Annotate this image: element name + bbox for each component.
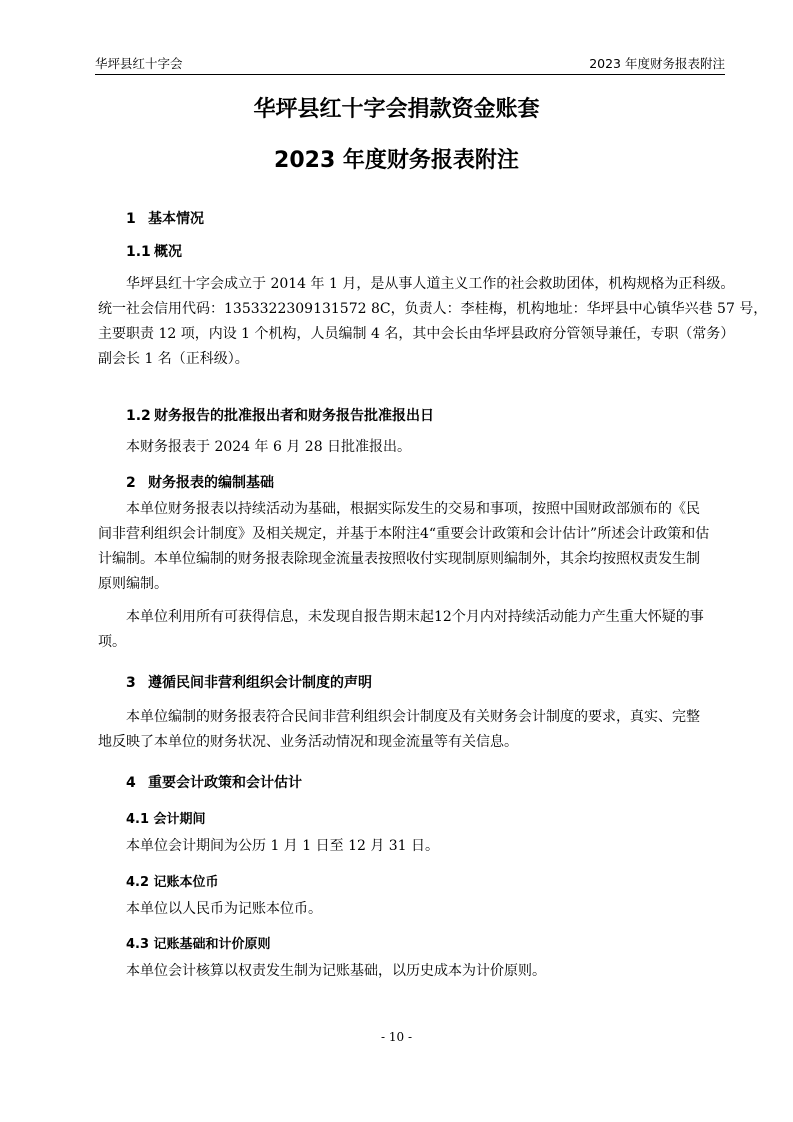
paragraph-basis	[98, 497, 728, 597]
paragraph-line: 华坪县红十字会成立于 2014 年 1 月，是从事人道主义工作的社会救助团体，机构规格为正科级。	[98, 276, 735, 292]
paragraph-compliance	[98, 705, 728, 755]
section-heading-1	[126, 208, 204, 228]
document-title-line-1: 华坪县红十字会捐款资金账套	[253, 97, 540, 122]
paragraph-line: 本单位编制的财务报表符合民间非营利组织会计制度及有关财务会计制度的要求，真实、完整	[98, 709, 700, 725]
section-title: 财务报表的编制基础	[148, 475, 274, 491]
paragraph-approval	[98, 435, 728, 460]
paragraph-line: 间非营利组织会计制度》及相关规定，并基于本附注4“重要会计政策和会计估计”所述会计政策和估	[98, 526, 710, 542]
section-number: 1.2	[126, 408, 151, 424]
paragraph-line: 本单位财务报表以持续活动为基础，根据实际发生的交易和事项，按照中国财政部颁布的《民	[98, 501, 700, 517]
section-number: 4	[126, 775, 136, 791]
paragraph-going-concern	[98, 605, 728, 655]
paragraph-line: 地反映了本单位的财务状况、业务活动情况和现金流量等有关信息。	[98, 734, 518, 750]
header-doc-title: 2023 年度财务报表附注	[589, 56, 725, 71]
paragraph-line: 本财务报表于 2024 年 6 月 28 日批准报出。	[98, 439, 412, 455]
paragraph-line: 主要职责 12 项，内设 1 个机构，人员编制 4 名，其中会长由华坪县政府分管领导兼任，专职（常务）	[98, 326, 735, 342]
page-number: - 10 -	[380, 1030, 412, 1044]
paragraph-line: 统一社会信用代码：1353322309131572 8C，负责人：李桂梅，机构地址：华坪县中心镇华兴巷 57 号，	[98, 301, 768, 317]
section-title: 概况	[154, 244, 182, 260]
header-org-name: 华坪县红十字会	[95, 56, 183, 71]
paragraph-line: 项。	[98, 634, 126, 650]
section-heading-3	[126, 672, 372, 692]
paragraph-line: 本单位会计核算以权责发生制为记账基础，以历史成本为计价原则。	[98, 963, 546, 979]
paragraph-line: 本单位利用所有可获得信息，未发现自报告期末起12个月内对持续活动能力产生重大怀疑的事	[98, 609, 704, 625]
section-title: 重要会计政策和会计估计	[148, 775, 302, 791]
section-number: 1	[126, 211, 136, 227]
paragraph-currency	[98, 897, 728, 922]
section-heading-1-1	[126, 241, 182, 261]
paragraph-line: 原则编制。	[98, 576, 168, 592]
section-title: 基本情况	[148, 211, 204, 227]
section-heading-4-2: 4.2 记账本位币	[126, 875, 219, 890]
section-number: 3	[126, 675, 136, 691]
section-heading-4-1: 4.1 会计期间	[126, 812, 206, 827]
document-title-line-2: 2023 年度财务报表附注	[274, 148, 519, 173]
section-number: 1.1	[126, 244, 151, 260]
section-title: 遵循民间非营利组织会计制度的声明	[148, 675, 372, 691]
section-title: 财务报告的批准报出者和财务报告批准报出日	[154, 408, 434, 424]
paragraph-line: 本单位会计期间为公历 1 月 1 日至 12 月 31 日。	[98, 838, 440, 854]
paragraph-line: 本单位以人民币为记账本位币。	[98, 901, 322, 917]
paragraph-overview	[98, 272, 768, 372]
section-number: 2	[126, 475, 136, 491]
paragraph-line: 副会长 1 名（正科级）。	[98, 351, 249, 367]
paragraph-accounting-basis	[98, 959, 728, 984]
paragraph-accounting-period	[98, 834, 728, 859]
section-heading-2	[126, 472, 274, 492]
section-heading-1-2	[126, 405, 434, 425]
section-heading-4-3: 4.3 记账基础和计价原则	[126, 937, 271, 952]
page-header	[95, 52, 725, 75]
paragraph-line: 计编制。本单位编制的财务报表除现金流量表按照收付实现制原则编制外，其余均按照权责发生制	[98, 551, 700, 567]
section-heading-4	[126, 772, 302, 792]
